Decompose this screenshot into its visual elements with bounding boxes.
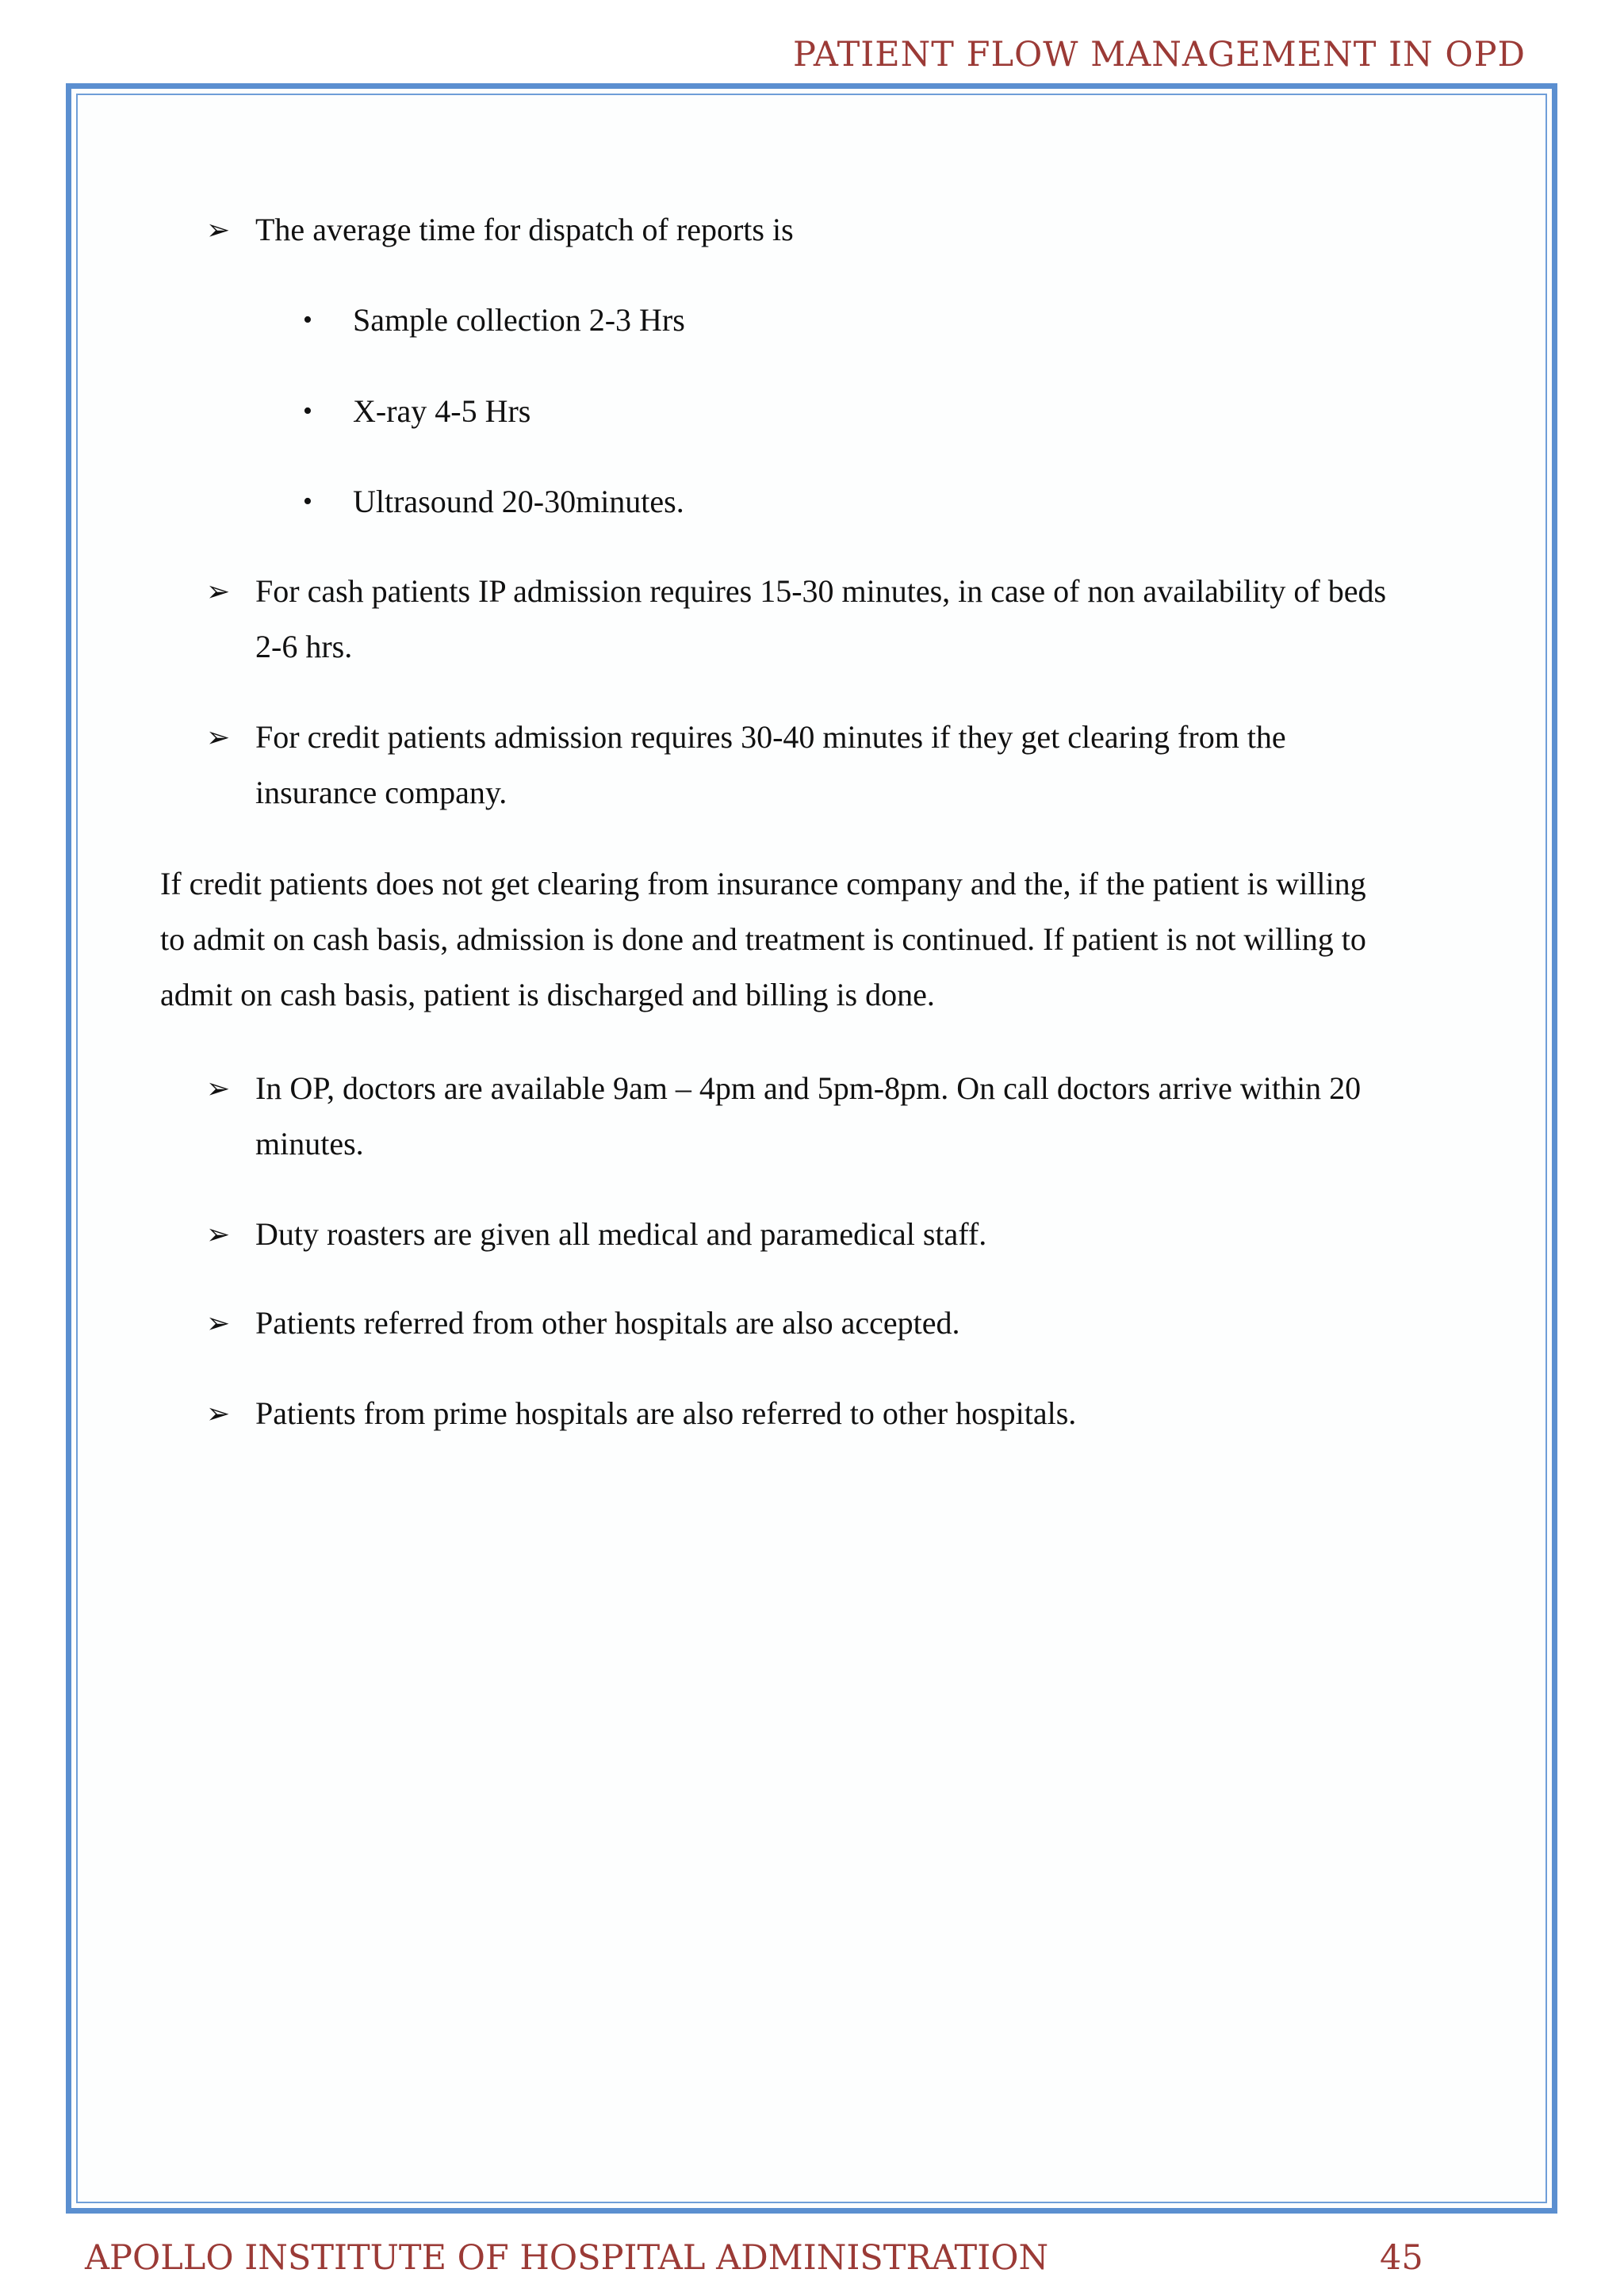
list-item-duty-roasters	[206, 1207, 1515, 1262]
cash-admission-line2: 2-6 hrs.	[255, 629, 353, 664]
referred-to-text: Patients from prime hospitals are also referred to other hospitals.	[255, 1395, 1077, 1431]
list-item-referred-from	[206, 1295, 1515, 1351]
list-item-ultrasound	[303, 474, 1413, 530]
xray-text: X-ray 4-5 Hrs	[353, 393, 531, 429]
dot-bullet-icon: •	[303, 305, 312, 335]
referred-from-text: Patients referred from other hospitals are also accepted.	[255, 1305, 960, 1341]
paragraph-line-1: If credit patients does not get clearing from insurance company and the, if the patient is willing	[160, 866, 1366, 901]
arrow-bullet-icon: ➢	[206, 1219, 231, 1250]
cash-admission-line1: For cash patients IP admission requires 15-30 minutes, in case of non availability of beds	[255, 573, 1387, 609]
dot-bullet-icon: •	[303, 396, 312, 426]
op-doctors-line1: In OP, doctors are available 9am – 4pm and 5pm-8pm. On call doctors arrive within 20	[255, 1070, 1362, 1106]
paragraph-line-2: to admit on cash basis, admission is done and treatment is continued. If patient is not willing to	[160, 921, 1366, 957]
ultrasound-text: Ultrasound 20-30minutes.	[353, 484, 684, 519]
list-item-credit-admission	[206, 710, 1515, 821]
list-item-op-doctors	[206, 1061, 1515, 1172]
dot-bullet-icon: •	[303, 487, 312, 516]
list-item-referred-to	[206, 1386, 1515, 1441]
footer-page-number: 45	[1380, 2238, 1423, 2278]
credit-admission-line1: For credit patients admission requires 30-40 minutes if they get clearing from the	[255, 719, 1286, 755]
arrow-bullet-icon: ➢	[206, 214, 231, 246]
arrow-bullet-icon: ➢	[206, 721, 231, 753]
arrow-bullet-icon: ➢	[206, 576, 231, 607]
arrow-bullet-icon: ➢	[206, 1398, 231, 1429]
page-frame	[66, 83, 1557, 2214]
credit-clearing-paragraph	[160, 856, 1477, 1023]
arrow-bullet-icon: ➢	[206, 1073, 231, 1104]
list-item-sample-collection	[303, 293, 1413, 348]
dispatch-intro-text: The average time for dispatch of reports is	[255, 212, 794, 247]
arrow-bullet-icon: ➢	[206, 1307, 231, 1339]
credit-admission-line2: insurance company.	[255, 775, 508, 810]
page-header-title: PATIENT FLOW MANAGEMENT IN OPD	[792, 35, 1526, 75]
footer-institute-name: APOLLO INSTITUTE OF HOSPITAL ADMINISTRATION	[85, 2238, 1049, 2278]
op-doctors-line2: minutes.	[255, 1126, 364, 1161]
list-item-dispatch-intro	[206, 202, 1515, 258]
paragraph-line-3: admit on cash basis, patient is discharged and billing is done.	[160, 977, 935, 1012]
sample-collection-text: Sample collection 2-3 Hrs	[353, 302, 685, 338]
page-content	[71, 89, 1552, 2208]
list-item-xray	[303, 384, 1413, 439]
duty-roasters-text: Duty roasters are given all medical and paramedical staff.	[255, 1216, 987, 1252]
list-item-cash-admission	[206, 564, 1515, 675]
